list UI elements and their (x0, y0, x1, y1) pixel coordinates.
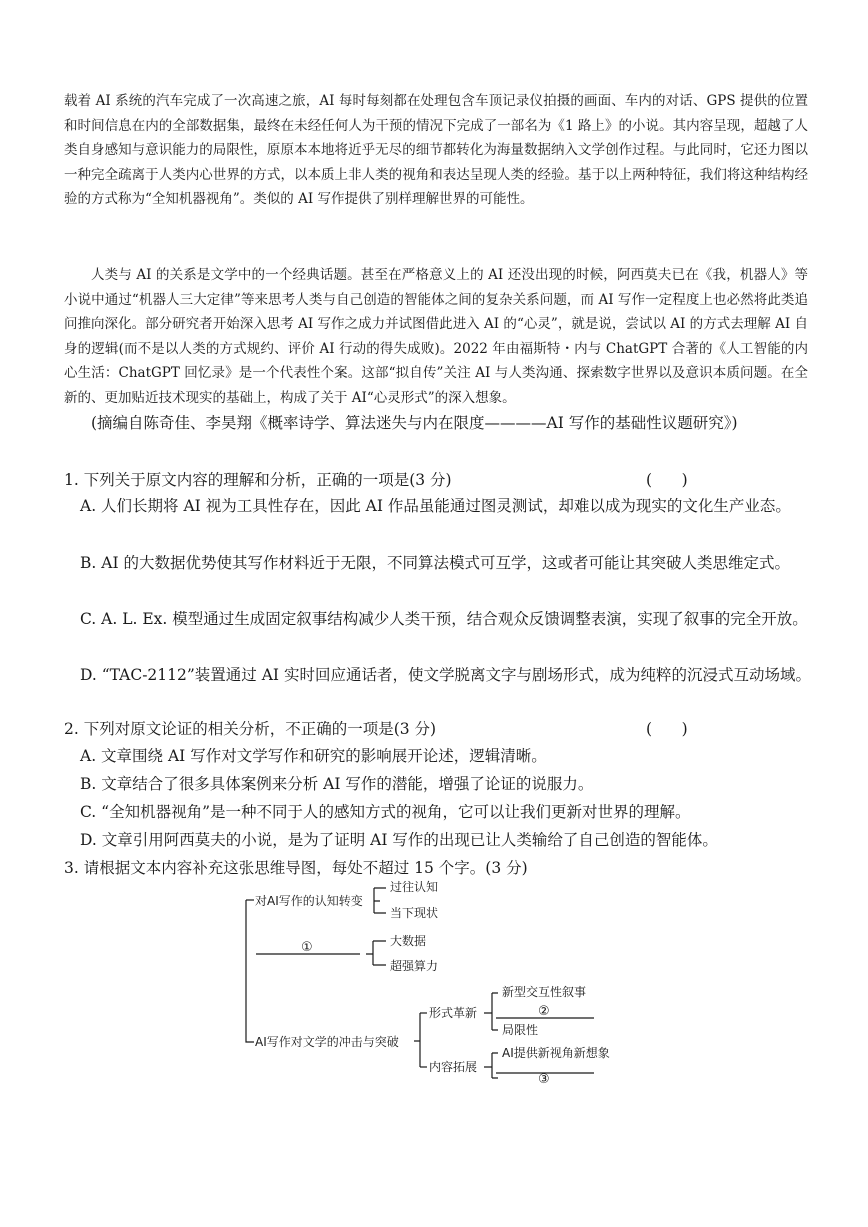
passage-source: (摘编自陈奇佳、李昊翔《概率诗学、算法迷失与内在限度————AI 写作的基础性议题研究》) (91, 414, 738, 432)
mindmap-big-data: 大数据 (390, 934, 427, 948)
mindmap-computing-power: 超强算力 (390, 959, 439, 973)
question-2-option-b[interactable]: B. 文章结合了很多具体案例来分析 AI 写作的潜能，增强了论证的说服力。 (80, 775, 594, 793)
passage-paragraph-1: 载着 AI 系统的汽车完成了一次高速之旅，AI 每时每刻都在处理包含车顶记录仪拍摄的画面、车内的对话、GPS 提供的位置和时间信息在内的全部数据集，最终在未经任何人为干预的情况下完成了一部名为《1 路上》的小说。其内容呈现，超越了人类自身感知与意识能力的局限性，原原本本地将近乎无尽的细节都转化为海量数据纳入文学创作过程。与此同时，它还力图以一种完全疏离于人类内心世界的方式，以本质上非人类的视角和表达呈现人类的经验。基于以上两种特征，我们将这种结构经验的方式称为“全知机器视角”。类似的 AI 写作提供了别样理解世界的可能性。 (64, 93, 808, 207)
question-1-option-b[interactable]: B. AI 的大数据优势使其写作材料近于无限，不同算法模式可互学，这或者可能让其突破人类思维定式。 (80, 554, 790, 572)
question-1-option-a[interactable]: A. 人们长期将 AI 视为工具性存在，因此 AI 作品虽能通过图灵测试，却难以成为现实的文化生产业态。 (80, 497, 791, 515)
root-bracket (246, 900, 254, 1042)
question-1-option-d[interactable]: D. “TAC-2112”装置通过 AI 实时回应通话者，使文学脱离文字与剧场形式，成为纯粹的沉浸式互动场域。 (80, 666, 811, 684)
passage-paragraph-2: 人类与 AI 的关系是文学中的一个经典话题。甚至在严格意义上的 AI 还没出现的时候，阿西莫夫已在《我，机器人》等小说中通过“机器人三大定律”等来思考人类与自己创造的智能体之间的复杂关系问题，而 AI 写作一定程度上也必然将此类追问推向深化。部分研究者开始深入思考 AI 写作之成力并试图借此进入 AI 的“心灵”，就是说，尝试以 AI 的方式去理解 AI 自身的逻辑(而不是以人类的方式规约、评价 AI 行动的得失成败)。2022 年由福斯特・内与 ChatGPT 合著的《人工智能的内心生活：ChatGPT 回忆录》是一个代表性个案。这部“拟自传”关注 AI 与人类沟通、探索数字世界以及意识本质问题。在全新的、更加贴近技术现实的基础上，构成了关于 AI“心灵形式”的深入想象。 (64, 267, 808, 406)
mindmap-new-perspective: AI提供新视角新想象 (502, 1046, 610, 1060)
question-2-answer-blank[interactable]: ( ) (646, 720, 688, 738)
mindmap-limitation: 局限性 (502, 1023, 539, 1037)
mindmap-branch-impact: AI写作对文学的冲击与突破 (255, 1035, 399, 1049)
mindmap-blank-2[interactable]: ② (538, 1004, 550, 1019)
mindmap-blank-3[interactable]: ③ (538, 1072, 550, 1087)
mindmap-content-expansion: 内容拓展 (429, 1060, 478, 1074)
question-2-stem: 2. 下列对原文论证的相关分析，不正确的一项是(3 分) (64, 720, 437, 738)
mindmap-interactive-narrative: 新型交互性叙事 (502, 985, 587, 999)
question-3-stem: 3. 请根据文本内容补充这张思维导图，每处不超过 15 个字。(3 分) (64, 859, 528, 877)
question-2-option-d[interactable]: D. 文章引用阿西莫夫的小说，是为了证明 AI 写作的出现已让人类输给了自己创造的智能体。 (80, 831, 718, 849)
question-2-option-a[interactable]: A. 文章围绕 AI 写作对文学写作和研究的影响展开论述，逻辑清晰。 (80, 747, 547, 765)
mindmap-form-innovation: 形式革新 (429, 1006, 478, 1020)
mindmap-current-status: 当下现状 (390, 906, 439, 920)
mindmap-branch-cognition: 对AI写作的认知转变 (255, 894, 363, 908)
mindmap-blank-1[interactable]: ① (301, 940, 313, 955)
question-1-answer-blank[interactable]: ( ) (646, 471, 688, 489)
question-1-option-c[interactable]: C. A. L. Ex. 模型通过生成固定叙事结构减少人类干预，结合观众反馈调整表演，实现了叙事的完全开放。 (80, 610, 808, 628)
question-1-stem: 1. 下列关于原文内容的理解和分析，正确的一项是(3 分) (64, 471, 452, 489)
mindmap-past-cognition: 过往认知 (390, 880, 439, 894)
question-2-option-c[interactable]: C. “全知机器视角”是一种不同于人的感知方式的视角，它可以让我们更新对世界的理解。 (80, 803, 691, 821)
